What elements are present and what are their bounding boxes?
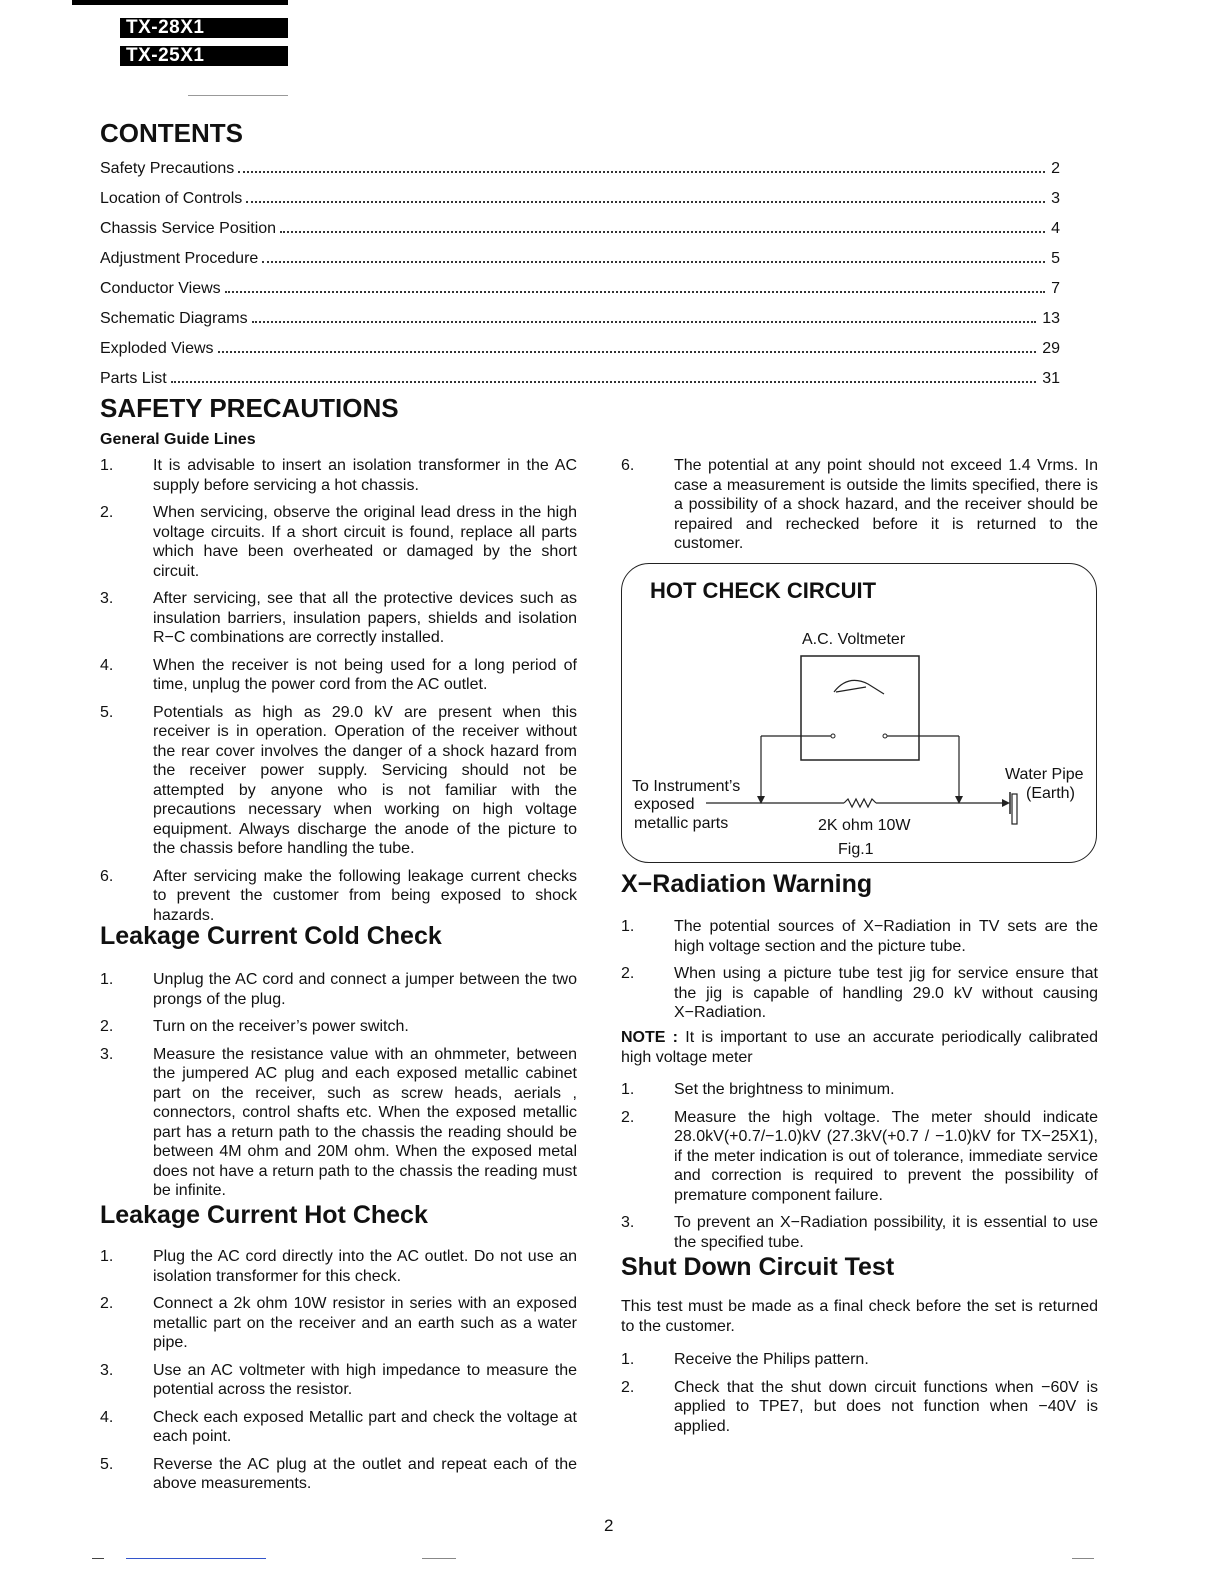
figure-title: HOT CHECK CIRCUIT	[650, 578, 877, 603]
footer-rule	[126, 1558, 266, 1559]
shutdown-title: Shut Down Circuit Test	[621, 1253, 895, 1281]
list-item: 1. Receive the Philips pattern.	[621, 1351, 869, 1368]
toc-entry[interactable]: Schematic Diagrams 13	[100, 310, 1060, 327]
contents-title: CONTENTS	[100, 118, 243, 148]
table-of-contents	[100, 160, 1060, 400]
list-item: 6. After servicing make the following leakage current checks to prevent the customer from being exposed to shock hazards.	[100, 867, 577, 924]
list-item: 2. Turn on the receiver’s power switch.	[100, 1018, 409, 1035]
voltmeter-box	[801, 656, 919, 760]
list-item: 1. Set the brightness to minimum.	[621, 1081, 895, 1098]
water-pipe-icon	[1012, 794, 1017, 824]
list-item: 1. Unplug the AC cord and connect a jumper between the two prongs of the plug.	[100, 971, 577, 1008]
list-item: 3. Measure the resistance value with an ohmmeter, between the jumpered AC plug and each exposed metallic cabinet part on the receiver, such as screw heads, aerials , connectors, control shafts etc. When the exposed metallic part has a return path to the chassis the reading should be between 4M ohm and 20M ohm. When the exposed metal does not have a return path to the chassis the reading must be infinite.	[100, 1045, 577, 1199]
footer-rule	[92, 1558, 104, 1559]
model-label: TX-28X1	[120, 18, 288, 38]
list-item: 2. When servicing, observe the original lead dress in the high voltage circuits. If a short circuit is found, replace all parts which have been overheated or damaged by the short circuit.	[100, 504, 577, 580]
shutdown-intro: This test must be made as a final check before the set is returned to the customer.	[621, 1298, 1098, 1335]
instrument-label: metallic parts	[634, 815, 729, 832]
toc-entry[interactable]: Adjustment Procedure 5	[100, 250, 1060, 267]
toc-entry[interactable]: Exploded Views 29	[100, 340, 1060, 357]
divider	[188, 95, 288, 96]
toc-entry[interactable]: Conductor Views 7	[100, 280, 1060, 297]
list-item: 2. Check that the shut down circuit functions when −60V is applied to TPE7, but does not function when −40V is applied.	[621, 1378, 1098, 1435]
hot-check-title: Leakage Current Hot Check	[100, 1201, 428, 1229]
model-label: TX-25X1	[120, 46, 288, 66]
xray-note: NOTE : It is important to use an accurate periodically calibrated high voltage meter	[621, 1029, 1099, 1066]
resistor-symbol	[844, 799, 876, 807]
safety-title: SAFETY PRECAUTIONS	[100, 393, 399, 423]
list-item: 2. Measure the high voltage. The meter should indicate 28.0kV(+0.7/−1.0)kV (27.3kV(+0.7 / −1.0)kV for TX−25X1), if the meter indication is out of tolerance, immediate service and correction is required to prevent the possibility of premature component failure.	[621, 1108, 1098, 1204]
resistor-label: 2K ohm 10W	[818, 817, 911, 834]
list-item: 2. When using a picture tube test jig for service ensure that the jig is capable of handling 29.0 kV without causing X−Radiation.	[621, 965, 1098, 1021]
list-item: 6. The potential at any point should not exceed 1.4 Vrms. In case a measurement is outside the limits specified, there is a possibility of a shock hazard, and the receiver should be repaired and rechecked before it is returned to the customer.	[621, 457, 1098, 552]
instrument-label: To Instrument’s	[632, 778, 741, 795]
list-item: 3. After servicing, see that all the protective devices such as insulation barriers, insulation papers, shields and isolation R−C combinations are correctly installed.	[100, 590, 577, 646]
instrument-label: exposed	[634, 796, 695, 813]
list-item: 1. The potential sources of X−Radiation in TV sets are the high voltage section and the picture tube.	[621, 918, 1098, 955]
list-item: 5. Reverse the AC plug at the outlet and repeat each of the above measurements.	[100, 1455, 577, 1492]
footer-rule	[422, 1558, 456, 1559]
cold-check-list	[100, 970, 577, 1209]
terminal-left	[831, 734, 835, 738]
water-pipe-label: (Earth)	[1026, 785, 1075, 802]
list-item: 3. Use an AC voltmeter with high impedance to measure the potential across the resistor.	[100, 1361, 577, 1398]
page-number: 2	[604, 1516, 614, 1535]
list-item: 2. Connect a 2k ohm 10W resistor in series with an exposed metallic part on the receiver and an earth such as a water pipe.	[100, 1295, 577, 1351]
guide-item-6	[621, 456, 1098, 562]
terminal-right	[883, 734, 887, 738]
list-item: 1. Plug the AC cord directly into the AC outlet. Do not use an isolation transformer for this check.	[100, 1248, 577, 1285]
hot-check-list	[100, 1247, 577, 1502]
xray-list	[621, 917, 1098, 1031]
top-rule	[72, 0, 288, 5]
list-item: 4. Check each exposed Metallic part and check the voltage at each point.	[100, 1408, 577, 1445]
toc-entry[interactable]: Location of Controls 3	[100, 190, 1060, 207]
list-item: 5. Potentials as high as 29.0 kV are present when this receiver is in operation. Operation of the receiver without the rear cover involves the danger of a shock hazard from the receiver power supply. Servicing should not be attempted by anyone who is not familiar with the precautions necessary when working on high voltage equipment. Always discharge the anode of the picture to the chassis before handling the tube.	[100, 703, 577, 857]
shutdown-list	[621, 1350, 1098, 1444]
cold-check-title: Leakage Current Cold Check	[100, 922, 442, 950]
guide-title: General Guide Lines	[100, 431, 256, 448]
xray-title: X−Radiation Warning	[621, 870, 873, 898]
guide-list	[100, 456, 577, 933]
toc-entry[interactable]: Safety Precautions 2	[100, 160, 1060, 177]
hot-check-circuit-figure	[621, 563, 1097, 863]
list-item: 1. It is advisable to insert an isolation transformer in the AC supply before servicing a hot chassis.	[100, 457, 577, 494]
toc-entry[interactable]: Chassis Service Position 4	[100, 220, 1060, 237]
toc-entry[interactable]: Parts List 31	[100, 370, 1060, 387]
list-item: 4. When the receiver is not being used for a long period of time, unplug the power cord from the AC outlet.	[100, 656, 577, 693]
list-item: 3. To prevent an X−Radiation possibility, it is essential to use the specified tube.	[621, 1214, 1098, 1251]
meter-dial-icon	[834, 680, 884, 694]
water-pipe-label: Water Pipe	[1005, 766, 1084, 783]
xray-steps	[621, 1080, 1098, 1260]
voltmeter-label: A.C. Voltmeter	[802, 631, 906, 648]
figure-caption: Fig.1	[838, 841, 874, 858]
footer-rule	[1072, 1558, 1094, 1559]
